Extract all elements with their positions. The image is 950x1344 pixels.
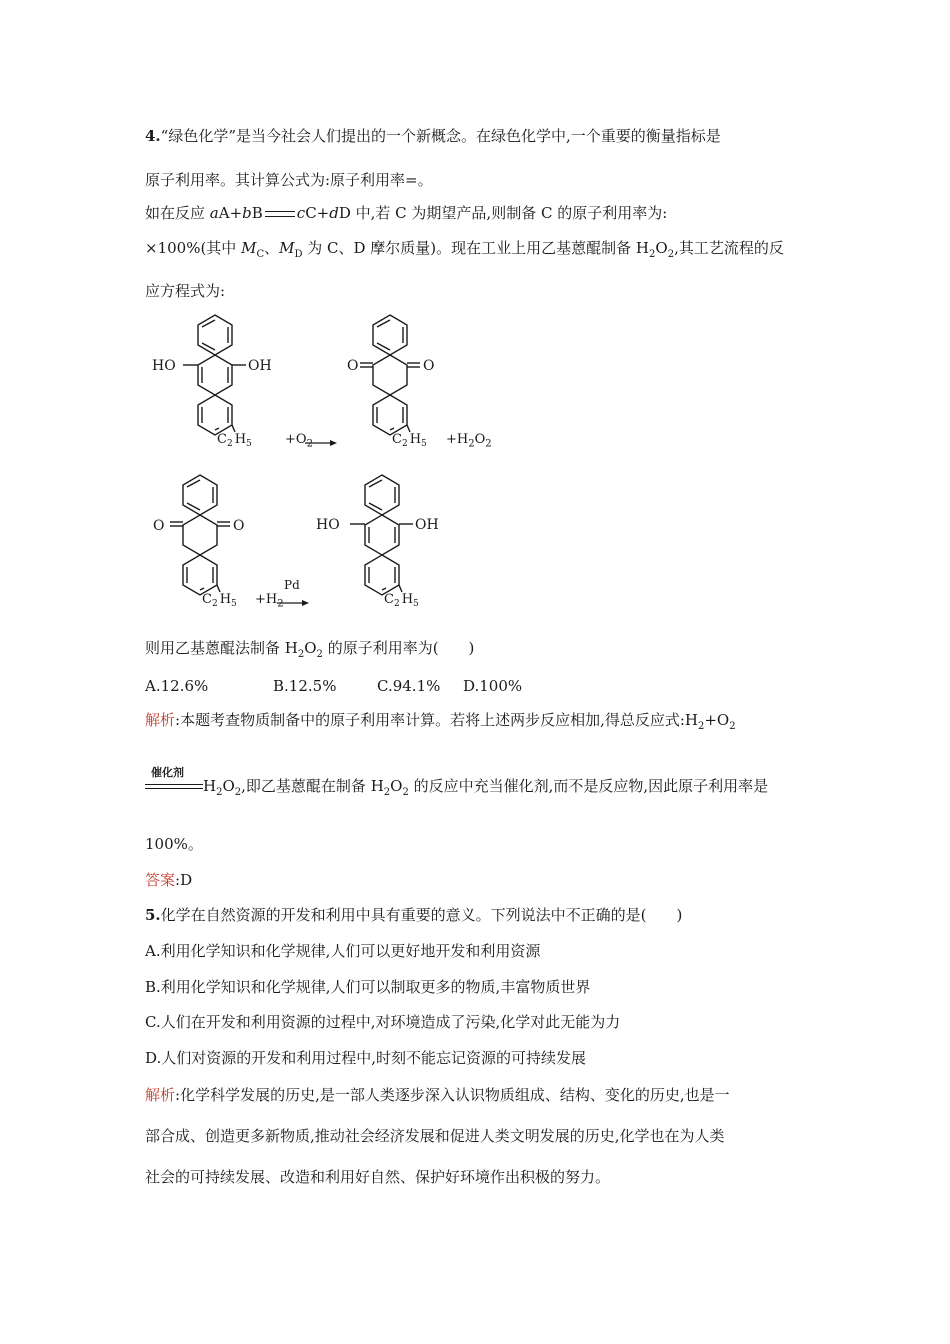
q4-stem-line-1: 4.“绿色化学”是当今社会人们提出的一个新概念。在绿色化学中,一个重要的衡量指标是 — [145, 127, 721, 145]
q4-explanation-label: 解析 — [145, 711, 176, 729]
catalyst-condition-arrow — [145, 766, 203, 797]
q4-stem-line-5: 应方程式为: — [145, 282, 226, 300]
q5-stem: 5.化学在自然资源的开发和利用中具有重要的意义。下列说法中不正确的是( ) — [145, 906, 683, 924]
q4-option-b[interactable]: B.12.5% — [273, 677, 337, 695]
svg-text:HO: HO — [316, 517, 340, 533]
svg-text:OH: OH — [248, 358, 272, 374]
q4-options — [145, 676, 522, 696]
q4-question: 则用乙基蒽醌法制备 $H_2O_2$ 的原子利用率为( ) — [145, 639, 475, 660]
reaction-2-hydrogen: $+H_2$ — [255, 592, 284, 610]
q5-explanation-label: 解析 — [145, 1086, 176, 1104]
q4-answer: 答案:D — [145, 871, 193, 889]
catalyst-label: 催化剂 — [151, 766, 184, 779]
q5-option-a[interactable]: A.利用化学知识和化学规律,人们可以更好地开发和利用资源 — [145, 942, 541, 960]
reaction-2-catalyst-pd: Pd — [284, 578, 300, 592]
q5-explanation-line-2: 部合成、创造更多新物质,推动社会经济发展和促进人类文明发展的历史,化学也在为人类 — [145, 1127, 725, 1145]
q4-stem-line-2: 原子利用率。其计算公式为:原子利用率=。 — [145, 171, 433, 189]
anthrahydroquinone-structure-2 — [312, 470, 452, 614]
svg-text:OH: OH — [415, 517, 439, 533]
q4-stem-line-3: 如在反应 aA+bB cC+dD 中,若 C 为期望产品,则制备 C 的原子利用率为: — [145, 204, 668, 222]
svg-text:O: O — [153, 518, 165, 534]
svg-text:C2H5: $C_2$ $H_5$ — [392, 432, 427, 449]
anthrahydroquinone-structure-1 — [145, 310, 285, 454]
reaction-1-oxygen: $+O_2$ — [285, 432, 313, 450]
q4-number: 4. — [145, 127, 161, 145]
equals-double-line — [265, 211, 295, 217]
q4-option-c[interactable]: C.94.1% — [377, 677, 441, 695]
q5-number: 5. — [145, 906, 161, 924]
reaction-1-hydrogen-peroxide: $+H_2O_2$ — [446, 432, 492, 450]
svg-text:O: O — [423, 358, 435, 374]
q5-explanation-line-1: 解析:化学科学发展的历史,是一部人类逐步深入认识物质组成、结构、变化的历史,也是一 — [145, 1086, 730, 1104]
q4-stem-line-4: ×100%(其中 $M_C$、$M_D$ 为 C、D 摩尔质量)。现在工业上用乙基蒽醌制备 $H_2O_2$,其工艺流程的反 — [145, 239, 784, 260]
svg-text:C2H5: $C_2$ $H_5$ — [202, 592, 237, 609]
q4-explanation-line-1: 解析:本题考查物质制备中的原子利用率计算。若将上述两步反应相加,得总反应式$:H_2+O_2$ — [145, 711, 736, 732]
q5-option-b[interactable]: B.利用化学知识和化学规律,人们可以制取更多的物质,丰富物质世界 — [145, 978, 591, 996]
q5-option-d[interactable]: D.人们对资源的开发和利用过程中,时刻不能忘记资源的可持续发展 — [145, 1049, 587, 1067]
svg-text:O: O — [347, 358, 359, 374]
q5-explanation-line-3: 社会的可持续发展、改造和利用好自然、保护好环境作出积极的努力。 — [145, 1168, 611, 1186]
svg-text:O: O — [233, 518, 245, 534]
svg-text:C2H5: $C_2$ $H_5$ — [384, 592, 419, 609]
svg-text:HO: HO — [152, 358, 176, 374]
q4-option-a[interactable]: A.12.6% — [145, 677, 209, 695]
svg-text:C2H5: $C_2$ $H_5$ — [217, 432, 252, 449]
q4-option-d[interactable]: D.100% — [463, 677, 523, 695]
reaction-2-arrow — [277, 593, 309, 612]
q4-explanation-line-3: 100%。 — [145, 835, 203, 853]
q4-answer-label: 答案 — [145, 871, 176, 889]
q5-option-c[interactable]: C.人们在开发和利用资源的过程中,对环境造成了污染,化学对此无能为力 — [145, 1013, 621, 1031]
q4-explanation-line-2: 催化剂 $H_2O_2$,即乙基蒽醌在制备 $H_2O_2$ 的反应中充当催化剂,而不是反应物,因此原子利用率是 — [145, 776, 768, 803]
